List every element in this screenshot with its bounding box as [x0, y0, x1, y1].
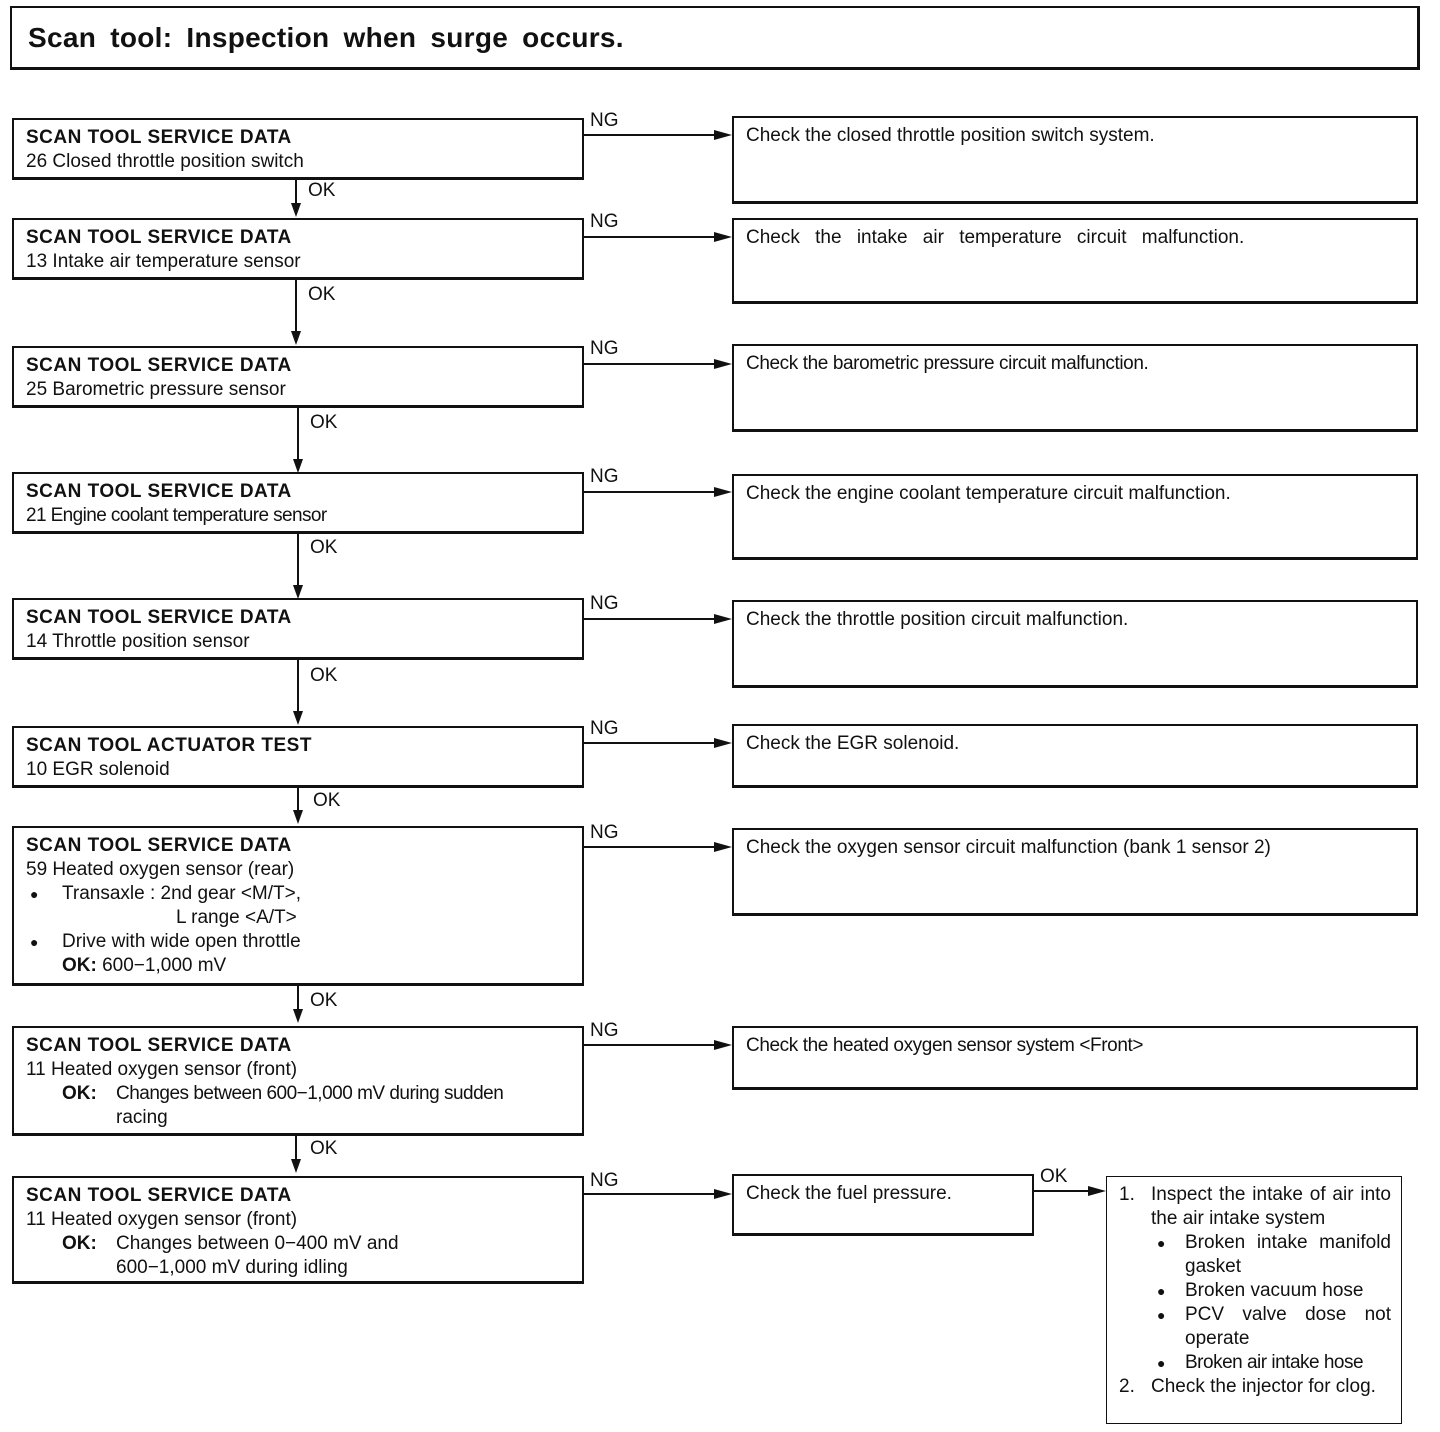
step-item: 11 Heated oxygen sensor (front) [26, 1059, 298, 1080]
step-4-box [12, 472, 584, 534]
ng-label: NG [590, 1170, 619, 1191]
ok-criteria-label: OK: [62, 955, 97, 976]
ng-connector [584, 1044, 716, 1046]
action-box-7 [732, 828, 1418, 916]
ok-connector [1034, 1190, 1090, 1192]
step-header: SCAN TOOL SERVICE DATA [26, 607, 292, 628]
arrow-right-icon [714, 130, 732, 140]
step-item: 10 EGR solenoid [26, 759, 170, 780]
action-box-2 [732, 218, 1418, 304]
ok-label: OK [313, 790, 341, 811]
ng-connector [584, 846, 716, 848]
action-box-5 [732, 600, 1418, 688]
arrow-right-icon [714, 487, 732, 497]
action-text: Check the closed throttle position switch system. [746, 125, 1155, 146]
step-header: SCAN TOOL SERVICE DATA [26, 355, 292, 376]
ng-label: NG [590, 211, 619, 232]
step-item: 59 Heated oxygen sensor (rear) [26, 859, 295, 880]
arrow-down-icon [291, 331, 301, 345]
action-box-9 [732, 1174, 1034, 1236]
ng-label: NG [590, 338, 619, 359]
ng-connector [584, 618, 716, 620]
ok-connector [297, 534, 299, 586]
action-text: Check the barometric pressure circuit malfunction. [746, 353, 1149, 374]
step-item: 26 Closed throttle position switch [26, 151, 304, 172]
action-text: Check the engine coolant temperature circuit malfunction. [746, 483, 1231, 504]
action-box-8 [732, 1026, 1418, 1090]
action-box-6 [732, 724, 1418, 788]
condition-bullet: ● Transaxle : 2nd gear <M/T>, [26, 882, 570, 906]
ok-criteria-label: OK: [62, 1083, 97, 1104]
ok-connector [297, 408, 299, 460]
action-box-1 [732, 116, 1418, 204]
final-bullet: ● PCV valve dose not operate [1117, 1303, 1391, 1351]
ng-label: NG [590, 593, 619, 614]
arrow-right-icon [1088, 1186, 1106, 1196]
ok-connector [295, 180, 297, 204]
ok-connector [295, 1136, 297, 1160]
step-header: SCAN TOOL ACTUATOR TEST [26, 735, 312, 756]
ok-label: OK [310, 537, 338, 558]
step-item: 11 Heated oxygen sensor (front) [26, 1209, 298, 1230]
final-item-2: 2. Check the injector for clog. [1119, 1376, 1376, 1397]
ng-connector [584, 236, 716, 238]
ok-criteria-value-cont: 600−1,000 mV during idling [116, 1257, 348, 1278]
step-7-box [12, 826, 584, 986]
action-text: Check the fuel pressure. [746, 1183, 952, 1204]
arrow-right-icon [714, 614, 732, 624]
action-text: Check the heated oxygen sensor system <Front> [746, 1035, 1144, 1056]
step-1-box [12, 118, 584, 180]
step-5-box [12, 598, 584, 660]
ok-criteria-label: OK: [62, 1233, 97, 1254]
ok-criteria-value-cont: racing [116, 1107, 168, 1128]
step-8-box [12, 1026, 584, 1136]
arrow-down-icon [293, 711, 303, 725]
ok-criteria-value: Changes between 0−400 mV and [116, 1233, 399, 1254]
ok-connector [297, 986, 299, 1010]
step-9-box [12, 1176, 584, 1284]
step-header: SCAN TOOL SERVICE DATA [26, 1185, 292, 1206]
ok-label: OK [1040, 1166, 1068, 1187]
step-item: 25 Barometric pressure sensor [26, 379, 286, 400]
ng-connector [584, 1193, 716, 1195]
action-box-4 [732, 474, 1418, 560]
arrow-right-icon [714, 842, 732, 852]
ok-connector [295, 280, 297, 332]
final-item-1: 1. Inspect the intake of air into the air intake system [1119, 1184, 1391, 1229]
condition-continued: L range <A/T> [176, 907, 297, 928]
final-bullet: ● Broken air intake hose [1117, 1351, 1391, 1375]
action-text: Check the intake air temperature circuit malfunction. [746, 227, 1245, 248]
step-header: SCAN TOOL SERVICE DATA [26, 481, 292, 502]
ok-label: OK [308, 180, 336, 201]
condition-bullet: ● Drive with wide open throttle [26, 930, 570, 954]
step-6-box [12, 726, 584, 788]
ok-criteria-value: Changes between 600−1,000 mV during sudden [116, 1083, 504, 1104]
arrow-right-icon [714, 359, 732, 369]
step-2-box [12, 218, 584, 280]
step-item: 14 Throttle position sensor [26, 631, 250, 652]
ng-label: NG [590, 822, 619, 843]
ng-label: NG [590, 110, 619, 131]
ok-connector [297, 788, 299, 812]
page-title: Scan tool: Inspection when surge occurs. [28, 22, 624, 53]
ok-connector [297, 660, 299, 712]
action-box-3 [732, 344, 1418, 432]
ng-connector [584, 742, 716, 744]
action-text: Check the oxygen sensor circuit malfunction (bank 1 sensor 2) [746, 837, 1271, 858]
arrow-down-icon [293, 1009, 303, 1023]
step-item: 21 Engine coolant temperature sensor [26, 505, 327, 526]
arrow-down-icon [291, 203, 301, 217]
ng-connector [584, 363, 716, 365]
step-header: SCAN TOOL SERVICE DATA [26, 1035, 292, 1056]
step-header: SCAN TOOL SERVICE DATA [26, 835, 292, 856]
arrow-right-icon [714, 738, 732, 748]
arrow-down-icon [293, 585, 303, 599]
title-box [10, 6, 1420, 70]
action-text: Check the EGR solenoid. [746, 733, 960, 754]
final-bullet: ● Broken vacuum hose [1117, 1279, 1391, 1303]
final-bullet: ● Broken intake manifold gasket [1117, 1231, 1391, 1279]
ng-label: NG [590, 466, 619, 487]
ok-label: OK [310, 665, 338, 686]
ng-connector [584, 134, 716, 136]
step-3-box [12, 346, 584, 408]
action-text: Check the throttle position circuit malfunction. [746, 609, 1129, 630]
ng-connector [584, 491, 716, 493]
arrow-right-icon [714, 232, 732, 242]
ng-label: NG [590, 718, 619, 739]
step-header: SCAN TOOL SERVICE DATA [26, 227, 292, 248]
ok-criteria-value: 600−1,000 mV [102, 955, 227, 976]
ok-label: OK [310, 1138, 338, 1159]
ok-label: OK [310, 990, 338, 1011]
arrow-down-icon [293, 810, 303, 824]
step-header: SCAN TOOL SERVICE DATA [26, 127, 292, 148]
final-checks-box [1106, 1176, 1402, 1424]
step-item: 13 Intake air temperature sensor [26, 251, 301, 272]
arrow-right-icon [714, 1189, 732, 1199]
arrow-right-icon [714, 1040, 732, 1050]
ng-label: NG [590, 1020, 619, 1041]
arrow-down-icon [293, 459, 303, 473]
ok-label: OK [310, 412, 338, 433]
arrow-down-icon [291, 1159, 301, 1173]
ok-label: OK [308, 284, 336, 305]
